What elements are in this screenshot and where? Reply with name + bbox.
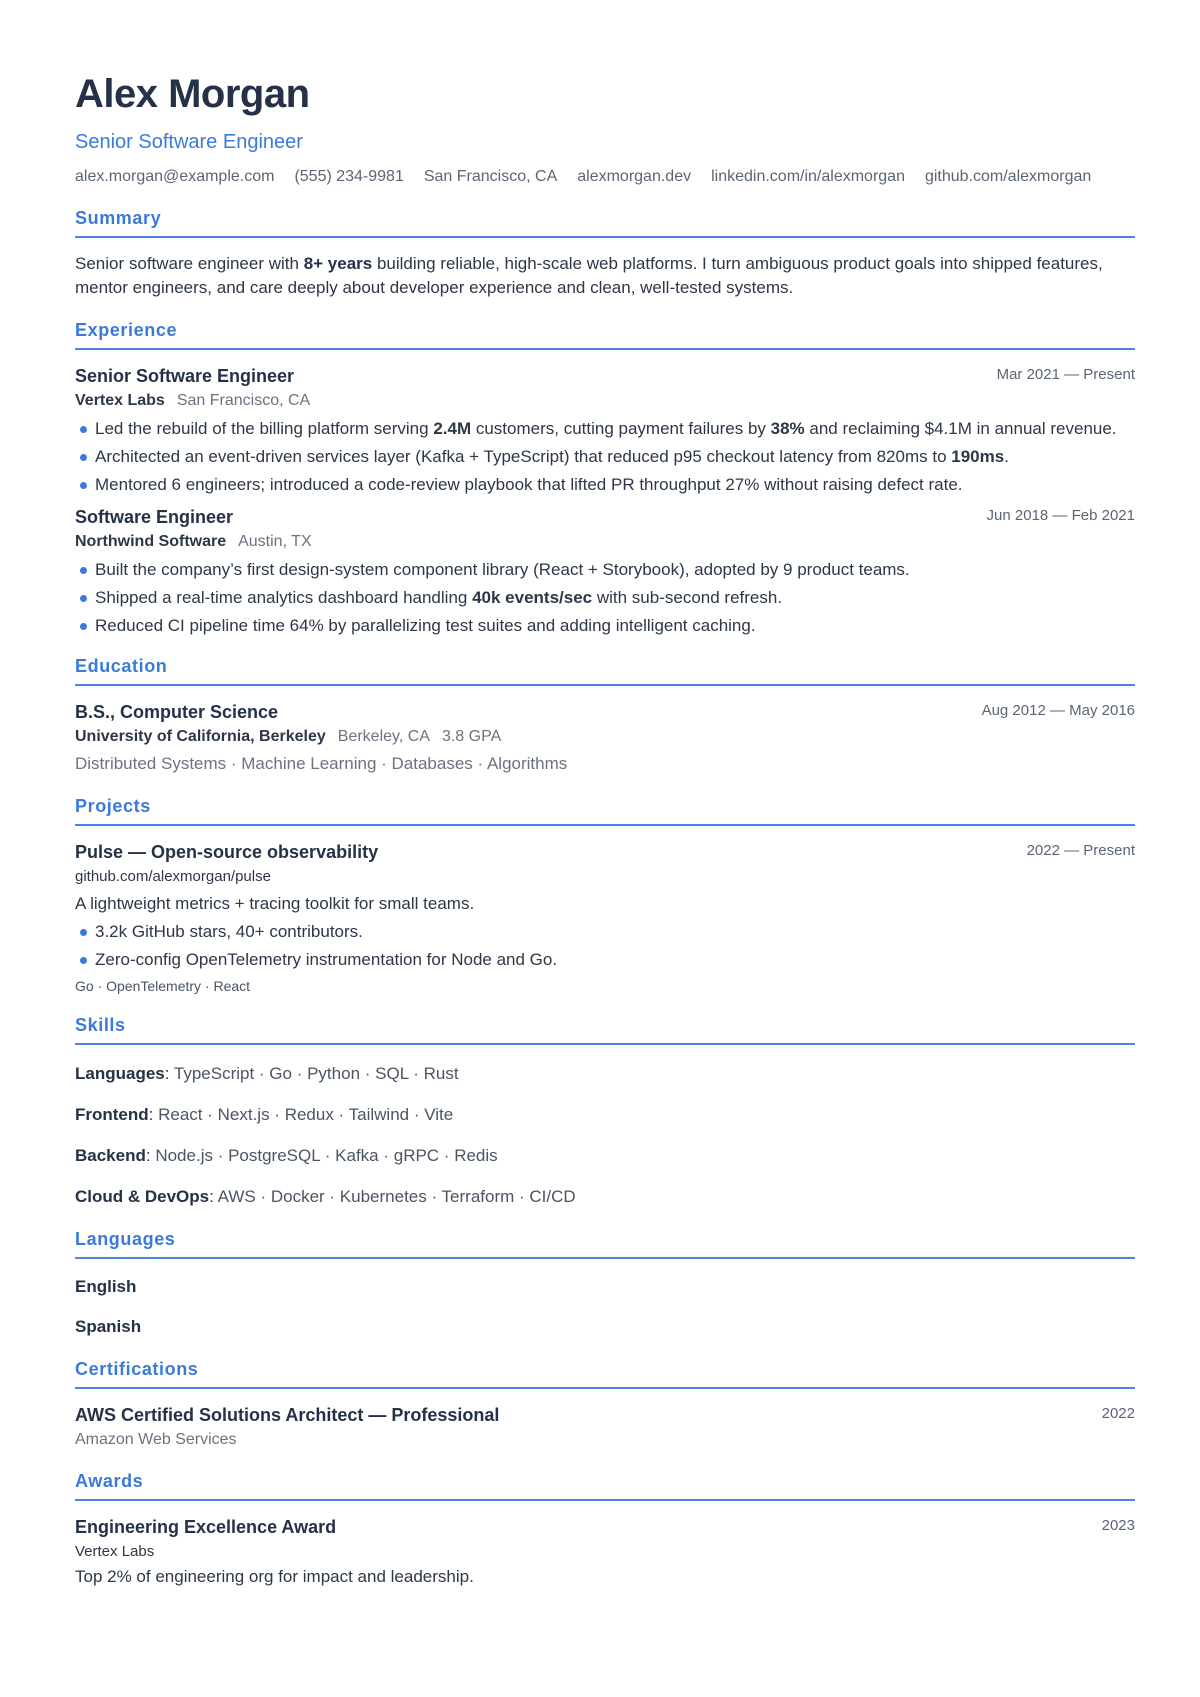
- job-dates: Jun 2018 — Feb 2021: [986, 507, 1135, 524]
- contact-location: San Francisco, CA: [423, 168, 558, 185]
- section-title-languages: Languages: [75, 1227, 1135, 1259]
- contact-website[interactable]: alexmorgan.dev: [577, 168, 692, 185]
- skill-group-label: Frontend: [75, 1105, 149, 1124]
- project-name: Pulse — Open-source observability: [75, 842, 379, 862]
- bullet-text: Architected an event-driven services layer (Kafka + TypeScript) that reduced p95 checkout latency from 820ms to: [95, 447, 952, 466]
- project-entry: [75, 840, 1135, 996]
- degree: B.S., Computer Science: [75, 702, 279, 722]
- bullet-text: with sub-second refresh.: [592, 588, 783, 607]
- school-line: [75, 726, 1135, 748]
- resume-page: [75, 68, 1135, 1589]
- candidate-name: Alex Morgan: [75, 72, 310, 116]
- job-entry: [75, 505, 1135, 638]
- bullet-item: [75, 558, 1135, 582]
- contact-phone[interactable]: (555) 234-9981: [294, 168, 404, 185]
- education-dates: Aug 2012 — May 2016: [981, 702, 1135, 719]
- summary-highlight: 8+ years: [303, 254, 373, 273]
- job-title: Senior Software Engineer: [75, 366, 295, 386]
- skill-group: Backend: Node.js · PostgreSQL · Kafka · gRPC · Redis: [75, 1146, 498, 1165]
- bullet-dot-icon: [80, 623, 87, 630]
- skill-group-label: Languages: [75, 1064, 165, 1083]
- languages-section: [75, 1227, 1135, 1339]
- bullet-text: Shipped a real-time analytics dashboard handling: [95, 588, 473, 607]
- project-dates: 2022 — Present: [1026, 842, 1135, 859]
- bullet-text: .: [1004, 447, 1009, 466]
- certification-issuer: Amazon Web Services: [75, 1431, 237, 1448]
- skill-group: Frontend: React · Next.js · Redux · Tailwind · Vite: [75, 1105, 454, 1124]
- bullet-text: Led the rebuild of the billing platform serving: [95, 419, 434, 438]
- project-link[interactable]: github.com/alexmorgan/pulse: [75, 868, 271, 885]
- school-name: University of California, Berkeley: [75, 728, 326, 745]
- education-section: [75, 654, 1135, 776]
- bullet-text: Mentored 6 engineers; introduced a code-review playbook that lifted PR throughput 27% without raising defect rate.: [95, 475, 963, 494]
- experience-section: [75, 318, 1135, 638]
- contact-email[interactable]: alex.morgan@example.com: [75, 168, 275, 185]
- section-title-summary: Summary: [75, 206, 1135, 238]
- bullet-highlight: 2.4M: [433, 419, 472, 438]
- section-title-skills: Skills: [75, 1013, 1135, 1045]
- skill-group-label: Backend: [75, 1146, 146, 1165]
- bullet-item: [75, 614, 1135, 638]
- award-entry: [75, 1515, 1135, 1589]
- contact-linkedin[interactable]: linkedin.com/in/alexmorgan: [711, 168, 905, 185]
- school-location: Berkeley, CA: [337, 728, 430, 745]
- language-item: English: [75, 1277, 137, 1296]
- certification-name: AWS Certified Solutions Architect — Professional: [75, 1405, 500, 1425]
- section-title-awards: Awards: [75, 1469, 1135, 1501]
- projects-section: [75, 794, 1135, 996]
- job-location: San Francisco, CA: [176, 392, 311, 409]
- candidate-headline: Senior Software Engineer: [75, 131, 303, 153]
- bullet-text: and reclaiming $4.1M in annual revenue.: [804, 419, 1117, 438]
- summary-text: [75, 252, 1135, 300]
- project-tags: Go · OpenTelemetry · React: [75, 978, 251, 994]
- awards-section: [75, 1469, 1135, 1589]
- award-description: Top 2% of engineering org for impact and leadership.: [75, 1567, 474, 1586]
- project-description: A lightweight metrics + tracing toolkit for small teams.: [75, 894, 475, 913]
- job-title: Software Engineer: [75, 507, 234, 527]
- job-bullets: [75, 417, 1135, 497]
- award-issuer: Vertex Labs: [75, 1543, 155, 1560]
- bullet-item: [75, 417, 1135, 441]
- bullet-dot-icon: [80, 482, 87, 489]
- bullet-highlight: 40k events/sec: [472, 588, 593, 607]
- bullet-dot-icon: [80, 567, 87, 574]
- job-entry: [75, 364, 1135, 497]
- section-title-certifications: Certifications: [75, 1357, 1135, 1389]
- bullet-dot-icon: [80, 957, 87, 964]
- job-location: Austin, TX: [238, 533, 312, 550]
- award-year: 2023: [1101, 1517, 1135, 1534]
- skill-group-items: React · Next.js · Redux · Tailwind · Vite: [158, 1105, 454, 1124]
- bullet-item: [75, 920, 1135, 944]
- contact-github[interactable]: github.com/alexmorgan: [924, 168, 1092, 185]
- job-company: Vertex Labs: [75, 392, 165, 409]
- bullet-text: Reduced CI pipeline time 64% by parallelizing test suites and adding intelligent caching.: [95, 616, 756, 635]
- bullet-text: customers, cutting payment failures by: [471, 419, 771, 438]
- summary-section: [75, 206, 1135, 300]
- job-company-line: [75, 531, 1135, 553]
- bullet-highlight: 190ms: [951, 447, 1005, 466]
- bullet-dot-icon: [80, 426, 87, 433]
- bullet-text: Zero-config OpenTelemetry instrumentation for Node and Go.: [95, 950, 558, 969]
- bullet-dot-icon: [80, 929, 87, 936]
- skills-section: [75, 1013, 1135, 1209]
- summary-part: Senior software engineer with: [75, 254, 304, 273]
- certifications-section: [75, 1357, 1135, 1451]
- job-company: Northwind Software: [75, 533, 227, 550]
- award-name: Engineering Excellence Award: [75, 1517, 337, 1537]
- skill-group-label: Cloud & DevOps: [75, 1187, 210, 1206]
- certification-year: 2022: [1101, 1405, 1135, 1422]
- contact-list: [75, 166, 1135, 188]
- job-bullets: [75, 558, 1135, 638]
- bullet-dot-icon: [80, 454, 87, 461]
- job-company-line: [75, 390, 1135, 412]
- job-dates: Mar 2021 — Present: [996, 366, 1135, 383]
- bullet-text: Built the company’s first design-system component library (React + Storybook), adopted by 9 product teams.: [95, 560, 910, 579]
- bullet-dot-icon: [80, 595, 87, 602]
- bullet-item: [75, 586, 1135, 610]
- section-title-education: Education: [75, 654, 1135, 686]
- bullet-item: [75, 473, 1135, 497]
- skill-group: Cloud & DevOps: AWS · Docker · Kubernetes · Terraform · CI/CD: [75, 1187, 576, 1206]
- language-item: Spanish: [75, 1317, 142, 1336]
- skill-group-items: Node.js · PostgreSQL · Kafka · gRPC · Redis: [155, 1146, 498, 1165]
- skill-group-items: TypeScript · Go · Python · SQL · Rust: [173, 1064, 459, 1083]
- education-entry: [75, 700, 1135, 776]
- bullet-highlight: 38%: [770, 419, 805, 438]
- bullet-item: [75, 948, 1135, 972]
- skill-group: Languages: TypeScript · Go · Python · SQL · Rust: [75, 1064, 459, 1083]
- bullet-item: [75, 445, 1135, 469]
- summary-part: building reliable, high-scale web platforms. I turn ambiguous product goals into shipped features, mentor engineers, and care deeply about developer experience and clean, well-tested systems.: [75, 254, 1103, 297]
- project-bullets: [75, 920, 1135, 972]
- gpa: 3.8 GPA: [441, 728, 502, 745]
- section-title-projects: Projects: [75, 794, 1135, 826]
- bullet-text: 3.2k GitHub stars, 40+ contributors.: [95, 922, 363, 941]
- skill-group-items: AWS · Docker · Kubernetes · Terraform · CI/CD: [217, 1187, 576, 1206]
- certification-entry: [75, 1403, 1135, 1451]
- section-title-experience: Experience: [75, 318, 1135, 350]
- coursework: Distributed Systems · Machine Learning · Databases · Algorithms: [75, 754, 568, 773]
